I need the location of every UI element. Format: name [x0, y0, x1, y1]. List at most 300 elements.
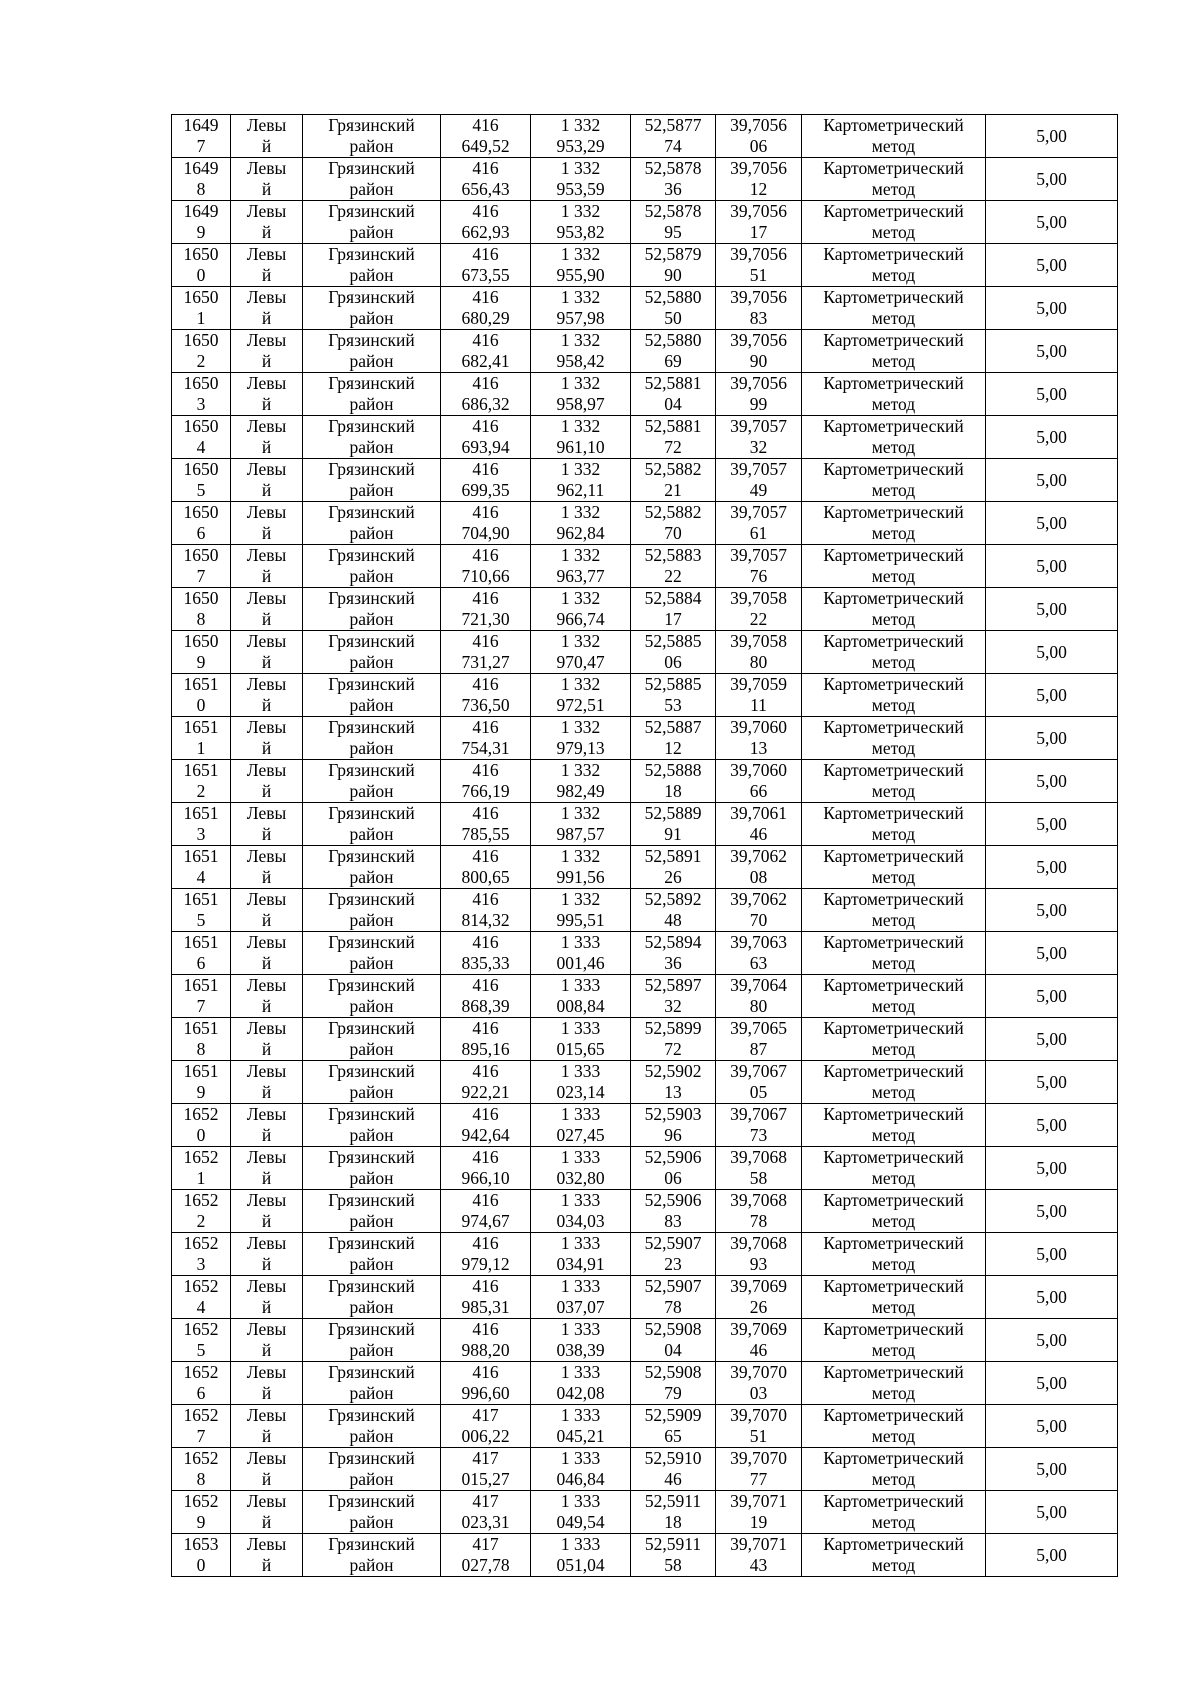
cell-accuracy — [986, 1147, 1118, 1190]
method-line-2: метод — [871, 867, 916, 887]
coord-x-line-1: 416 — [472, 330, 499, 350]
cell-accuracy — [986, 1061, 1118, 1104]
accuracy-value: 5,00 — [1036, 1071, 1067, 1092]
table-row — [172, 889, 1118, 932]
method-line-1: Картометрический — [823, 330, 964, 350]
cell-longitude — [716, 201, 802, 244]
cell-coord-x — [441, 1061, 531, 1104]
cell-coord-x — [441, 1104, 531, 1147]
longitude-line-2: 43 — [749, 1555, 768, 1575]
cell-latitude — [631, 502, 716, 545]
coord-x-line-2: 922,21 — [461, 1082, 510, 1102]
method-line-1: Картометрический — [823, 1104, 964, 1124]
accuracy-value: 5,00 — [1036, 340, 1067, 361]
method-line-2: метод — [871, 351, 916, 371]
district-line-1: Грязинский — [328, 975, 415, 995]
accuracy-value: 5,00 — [1036, 684, 1067, 705]
cell-side — [231, 416, 303, 459]
coord-x-line-1: 416 — [472, 201, 499, 221]
method-line-1: Картометрический — [823, 588, 964, 608]
point-number-line-2: 1 — [196, 738, 206, 758]
longitude-line-2: 87 — [749, 1039, 768, 1059]
longitude-line-2: 12 — [749, 179, 768, 199]
district-line-2: район — [349, 1555, 394, 1575]
cell-side — [231, 1362, 303, 1405]
cell-longitude — [716, 717, 802, 760]
district-line-1: Грязинский — [328, 803, 415, 823]
cell-accuracy — [986, 545, 1118, 588]
cell-latitude — [631, 803, 716, 846]
table-row — [172, 1534, 1118, 1577]
longitude-line-1: 39,7071 — [730, 1491, 787, 1511]
coord-y-line-2: 953,82 — [556, 222, 605, 242]
side-line-1: Левы — [246, 975, 287, 995]
coord-x-line-1: 416 — [472, 459, 499, 479]
coord-x-line-1: 416 — [472, 1018, 499, 1038]
cell-latitude — [631, 846, 716, 889]
coord-x-line-2: 704,90 — [461, 523, 510, 543]
coord-x-line-1: 416 — [472, 1061, 499, 1081]
district-line-1: Грязинский — [328, 717, 415, 737]
cell-district — [303, 1104, 441, 1147]
side-line-2: й — [261, 1469, 272, 1489]
coord-y-line-2: 027,45 — [556, 1125, 605, 1145]
longitude-line-1: 39,7056 — [730, 201, 787, 221]
longitude-line-1: 39,7065 — [730, 1018, 787, 1038]
table-row — [172, 330, 1118, 373]
district-line-1: Грязинский — [328, 502, 415, 522]
longitude-line-1: 39,7069 — [730, 1319, 787, 1339]
cell-coord-x — [441, 1233, 531, 1276]
longitude-line-2: 46 — [749, 1340, 768, 1360]
cell-coord-y — [531, 1448, 631, 1491]
accuracy-value: 5,00 — [1036, 813, 1067, 834]
cell-point-number — [172, 1448, 231, 1491]
side-line-2: й — [261, 1168, 272, 1188]
cell-method — [802, 760, 986, 803]
point-number-line-2: 4 — [196, 867, 206, 887]
side-line-1: Левы — [246, 889, 287, 909]
side-line-1: Левы — [246, 244, 287, 264]
side-line-2: й — [261, 265, 272, 285]
latitude-line-1: 52,5880 — [644, 330, 702, 350]
district-line-2: район — [349, 1426, 394, 1446]
coord-y-line-1: 1 333 — [560, 1448, 601, 1468]
coord-y-line-1: 1 332 — [560, 631, 601, 651]
side-line-2: й — [261, 695, 272, 715]
accuracy-value: 5,00 — [1036, 727, 1067, 748]
district-line-1: Грязинский — [328, 287, 415, 307]
cell-side — [231, 1233, 303, 1276]
longitude-line-2: 46 — [749, 824, 768, 844]
side-line-2: й — [261, 308, 272, 328]
district-line-1: Грязинский — [328, 1448, 415, 1468]
side-line-1: Левы — [246, 115, 287, 135]
cell-coord-y — [531, 115, 631, 158]
district-line-1: Грязинский — [328, 158, 415, 178]
table-row — [172, 502, 1118, 545]
coord-x-line-1: 416 — [472, 846, 499, 866]
cell-district — [303, 201, 441, 244]
coord-x-line-2: 985,31 — [461, 1297, 510, 1317]
cell-side — [231, 631, 303, 674]
method-line-1: Картометрический — [823, 416, 964, 436]
longitude-line-2: 05 — [749, 1082, 768, 1102]
coord-y-line-2: 979,13 — [556, 738, 605, 758]
longitude-line-1: 39,7070 — [730, 1448, 787, 1468]
table-row — [172, 459, 1118, 502]
side-line-1: Левы — [246, 1061, 287, 1081]
district-line-2: район — [349, 1469, 394, 1489]
point-number-line-2: 5 — [196, 1340, 206, 1360]
coord-y-line-1: 1 333 — [560, 1405, 601, 1425]
longitude-line-2: 76 — [749, 566, 768, 586]
coord-y-line-1: 1 332 — [560, 416, 601, 436]
latitude-line-1: 52,5907 — [644, 1233, 702, 1253]
cell-side — [231, 932, 303, 975]
cell-accuracy — [986, 1018, 1118, 1061]
cell-longitude — [716, 244, 802, 287]
side-line-2: й — [261, 1125, 272, 1145]
point-number-line-1: 1651 — [183, 1061, 219, 1081]
latitude-line-1: 52,5883 — [644, 545, 702, 565]
district-line-2: район — [349, 609, 394, 629]
district-line-2: район — [349, 1383, 394, 1403]
point-number-line-1: 1652 — [183, 1491, 219, 1511]
latitude-line-2: 69 — [664, 351, 682, 371]
coord-y-line-1: 1 332 — [560, 674, 601, 694]
coord-x-line-1: 416 — [472, 1190, 499, 1210]
table-body — [172, 115, 1118, 1577]
latitude-line-1: 52,5894 — [644, 932, 702, 952]
table-row — [172, 416, 1118, 459]
cell-accuracy — [986, 416, 1118, 459]
accuracy-value: 5,00 — [1036, 1501, 1067, 1522]
cell-method — [802, 1405, 986, 1448]
cell-latitude — [631, 717, 716, 760]
cell-point-number — [172, 287, 231, 330]
longitude-line-2: 51 — [749, 265, 768, 285]
district-line-2: район — [349, 1297, 394, 1317]
coord-x-line-2: 835,33 — [461, 953, 510, 973]
longitude-line-2: 08 — [749, 867, 768, 887]
latitude-line-2: 48 — [664, 910, 682, 930]
coord-x-line-1: 416 — [472, 416, 499, 436]
method-line-1: Картометрический — [823, 1276, 964, 1296]
district-line-1: Грязинский — [328, 760, 415, 780]
cell-district — [303, 1319, 441, 1362]
side-line-1: Левы — [246, 588, 287, 608]
method-line-2: метод — [871, 652, 916, 672]
accuracy-value: 5,00 — [1036, 1157, 1067, 1178]
coord-x-line-1: 417 — [472, 1448, 499, 1468]
cell-point-number — [172, 1147, 231, 1190]
cell-accuracy — [986, 1233, 1118, 1276]
cell-latitude — [631, 1534, 716, 1577]
longitude-line-1: 39,7068 — [730, 1147, 787, 1167]
coord-x-line-2: 656,43 — [461, 179, 510, 199]
method-line-1: Картометрический — [823, 201, 964, 221]
cell-point-number — [172, 674, 231, 717]
method-line-2: метод — [871, 1039, 916, 1059]
longitude-line-1: 39,7064 — [730, 975, 787, 995]
coord-y-line-2: 987,57 — [556, 824, 605, 844]
point-number-line-2: 3 — [196, 824, 206, 844]
method-line-1: Картометрический — [823, 545, 964, 565]
side-line-1: Левы — [246, 1362, 287, 1382]
side-line-2: й — [261, 824, 272, 844]
coord-x-line-1: 416 — [472, 373, 499, 393]
latitude-line-2: 17 — [664, 609, 682, 629]
cell-accuracy — [986, 932, 1118, 975]
cell-coord-y — [531, 1190, 631, 1233]
cell-coord-y — [531, 330, 631, 373]
method-line-2: метод — [871, 953, 916, 973]
district-line-1: Грязинский — [328, 1405, 415, 1425]
latitude-line-2: 04 — [664, 394, 682, 414]
table-row — [172, 1362, 1118, 1405]
side-line-2: й — [261, 1039, 272, 1059]
latitude-line-2: 72 — [664, 437, 682, 457]
cell-district — [303, 932, 441, 975]
cell-accuracy — [986, 889, 1118, 932]
side-line-2: й — [261, 566, 272, 586]
cell-method — [802, 158, 986, 201]
coord-y-line-2: 982,49 — [556, 781, 605, 801]
coord-x-line-2: 800,65 — [461, 867, 510, 887]
side-line-1: Левы — [246, 502, 287, 522]
coord-y-line-2: 037,07 — [556, 1297, 605, 1317]
cell-longitude — [716, 1147, 802, 1190]
district-line-1: Грязинский — [328, 1061, 415, 1081]
cell-accuracy — [986, 1276, 1118, 1319]
cell-coord-x — [441, 1319, 531, 1362]
longitude-line-2: 93 — [749, 1254, 768, 1274]
cell-longitude — [716, 115, 802, 158]
method-line-2: метод — [871, 1254, 916, 1274]
accuracy-value: 5,00 — [1036, 1243, 1067, 1264]
latitude-line-1: 52,5878 — [644, 158, 702, 178]
method-line-2: метод — [871, 695, 916, 715]
longitude-line-1: 39,7057 — [730, 416, 787, 436]
method-line-2: метод — [871, 1297, 916, 1317]
coord-x-line-1: 416 — [472, 889, 499, 909]
cell-method — [802, 1061, 986, 1104]
cell-method — [802, 932, 986, 975]
latitude-line-1: 52,5881 — [644, 416, 702, 436]
cell-coord-y — [531, 889, 631, 932]
cell-method — [802, 889, 986, 932]
cell-latitude — [631, 932, 716, 975]
side-line-2: й — [261, 1512, 272, 1532]
cell-coord-x — [441, 373, 531, 416]
cell-latitude — [631, 760, 716, 803]
point-number-line-1: 1651 — [183, 889, 219, 909]
side-line-2: й — [261, 1340, 272, 1360]
coord-y-line-1: 1 332 — [560, 717, 601, 737]
coord-y-line-1: 1 333 — [560, 1276, 601, 1296]
district-line-2: район — [349, 1512, 394, 1532]
coord-y-line-2: 034,91 — [556, 1254, 605, 1274]
latitude-line-1: 52,5911 — [644, 1491, 702, 1511]
cell-coord-y — [531, 1061, 631, 1104]
accuracy-value: 5,00 — [1036, 125, 1067, 146]
cell-side — [231, 1147, 303, 1190]
district-line-1: Грязинский — [328, 1233, 415, 1253]
coord-y-line-2: 958,97 — [556, 394, 605, 414]
cell-point-number — [172, 1018, 231, 1061]
district-line-2: район — [349, 910, 394, 930]
cell-side — [231, 545, 303, 588]
table-row — [172, 588, 1118, 631]
cell-coord-y — [531, 416, 631, 459]
point-number-line-2: 7 — [196, 566, 206, 586]
cell-point-number — [172, 330, 231, 373]
cell-district — [303, 1061, 441, 1104]
cell-method — [802, 803, 986, 846]
point-number-line-2: 1 — [196, 1168, 206, 1188]
cell-coord-x — [441, 502, 531, 545]
coord-y-line-1: 1 333 — [560, 1147, 601, 1167]
cell-latitude — [631, 201, 716, 244]
longitude-line-1: 39,7058 — [730, 631, 787, 651]
coord-y-line-1: 1 332 — [560, 502, 601, 522]
point-number-line-1: 1653 — [183, 1534, 219, 1554]
cell-side — [231, 674, 303, 717]
cell-accuracy — [986, 1405, 1118, 1448]
method-line-1: Картометрический — [823, 1491, 964, 1511]
coord-x-line-1: 416 — [472, 1319, 499, 1339]
cell-side — [231, 459, 303, 502]
cell-coord-y — [531, 803, 631, 846]
cell-side — [231, 1104, 303, 1147]
latitude-line-1: 52,5882 — [644, 502, 702, 522]
method-line-1: Картометрический — [823, 975, 964, 995]
table-row — [172, 1319, 1118, 1362]
cell-coord-y — [531, 975, 631, 1018]
table-row — [172, 975, 1118, 1018]
district-line-1: Грязинский — [328, 889, 415, 909]
point-number-line-2: 9 — [196, 222, 206, 242]
latitude-line-2: 74 — [664, 136, 682, 156]
latitude-line-2: 95 — [664, 222, 682, 242]
side-line-2: й — [261, 1555, 272, 1575]
coord-y-line-2: 015,65 — [556, 1039, 605, 1059]
method-line-2: метод — [871, 480, 916, 500]
cell-method — [802, 1491, 986, 1534]
side-line-1: Левы — [246, 158, 287, 178]
table-row — [172, 244, 1118, 287]
longitude-line-1: 39,7056 — [730, 287, 787, 307]
latitude-line-1: 52,5884 — [644, 588, 702, 608]
cell-district — [303, 588, 441, 631]
point-number-line-2: 5 — [196, 910, 206, 930]
table-row — [172, 1190, 1118, 1233]
coord-x-line-1: 416 — [472, 115, 499, 135]
coord-y-line-1: 1 332 — [560, 287, 601, 307]
coord-y-line-1: 1 332 — [560, 244, 601, 264]
accuracy-value: 5,00 — [1036, 426, 1067, 447]
cell-latitude — [631, 244, 716, 287]
cell-side — [231, 588, 303, 631]
coord-y-line-1: 1 332 — [560, 330, 601, 350]
cell-accuracy — [986, 975, 1118, 1018]
latitude-line-2: 13 — [664, 1082, 682, 1102]
latitude-line-1: 52,5888 — [644, 760, 702, 780]
cell-longitude — [716, 416, 802, 459]
latitude-line-1: 52,5879 — [644, 244, 702, 264]
coord-y-line-2: 963,77 — [556, 566, 605, 586]
cell-coord-x — [441, 717, 531, 760]
cell-accuracy — [986, 1491, 1118, 1534]
coord-y-line-2: 962,11 — [556, 480, 605, 500]
side-line-1: Левы — [246, 330, 287, 350]
longitude-line-1: 39,7062 — [730, 889, 787, 909]
cell-longitude — [716, 1491, 802, 1534]
coord-x-line-1: 416 — [472, 932, 499, 952]
latitude-line-1: 52,5887 — [644, 717, 702, 737]
coord-x-line-2: 868,39 — [461, 996, 510, 1016]
longitude-line-2: 77 — [749, 1469, 768, 1489]
cell-method — [802, 545, 986, 588]
coord-x-line-1: 416 — [472, 803, 499, 823]
table-row — [172, 717, 1118, 760]
method-line-1: Картометрический — [823, 1534, 964, 1554]
cell-coord-y — [531, 631, 631, 674]
district-line-2: район — [349, 1168, 394, 1188]
table-row — [172, 1104, 1118, 1147]
cell-coord-x — [441, 1190, 531, 1233]
district-line-2: район — [349, 1254, 394, 1274]
accuracy-value: 5,00 — [1036, 1200, 1067, 1221]
coord-x-line-2: 686,32 — [461, 394, 510, 414]
cell-accuracy — [986, 373, 1118, 416]
longitude-line-1: 39,7056 — [730, 330, 787, 350]
point-number-line-2: 8 — [196, 609, 206, 629]
cell-accuracy — [986, 459, 1118, 502]
cell-coord-y — [531, 674, 631, 717]
latitude-line-2: 23 — [664, 1254, 682, 1274]
table-row — [172, 1448, 1118, 1491]
longitude-line-2: 06 — [749, 136, 768, 156]
cell-method — [802, 1233, 986, 1276]
side-line-2: й — [261, 523, 272, 543]
method-line-2: метод — [871, 996, 916, 1016]
district-line-2: район — [349, 136, 394, 156]
method-line-2: метод — [871, 1555, 916, 1575]
cell-method — [802, 588, 986, 631]
cell-point-number — [172, 1104, 231, 1147]
cell-coord-y — [531, 932, 631, 975]
longitude-line-1: 39,7060 — [730, 760, 787, 780]
method-line-2: метод — [871, 1125, 916, 1145]
table-row — [172, 932, 1118, 975]
coord-y-line-1: 1 333 — [560, 1061, 601, 1081]
coord-y-line-2: 001,46 — [556, 953, 605, 973]
method-line-2: метод — [871, 1168, 916, 1188]
side-line-1: Левы — [246, 1276, 287, 1296]
cell-point-number — [172, 1491, 231, 1534]
latitude-line-1: 52,5906 — [644, 1190, 702, 1210]
coord-y-line-1: 1 332 — [560, 889, 601, 909]
district-line-2: район — [349, 265, 394, 285]
point-number-line-2: 3 — [196, 1254, 206, 1274]
cell-latitude — [631, 545, 716, 588]
cell-accuracy — [986, 1448, 1118, 1491]
coord-x-line-2: 649,52 — [461, 136, 510, 156]
cell-method — [802, 1190, 986, 1233]
coord-y-line-1: 1 333 — [560, 1018, 601, 1038]
